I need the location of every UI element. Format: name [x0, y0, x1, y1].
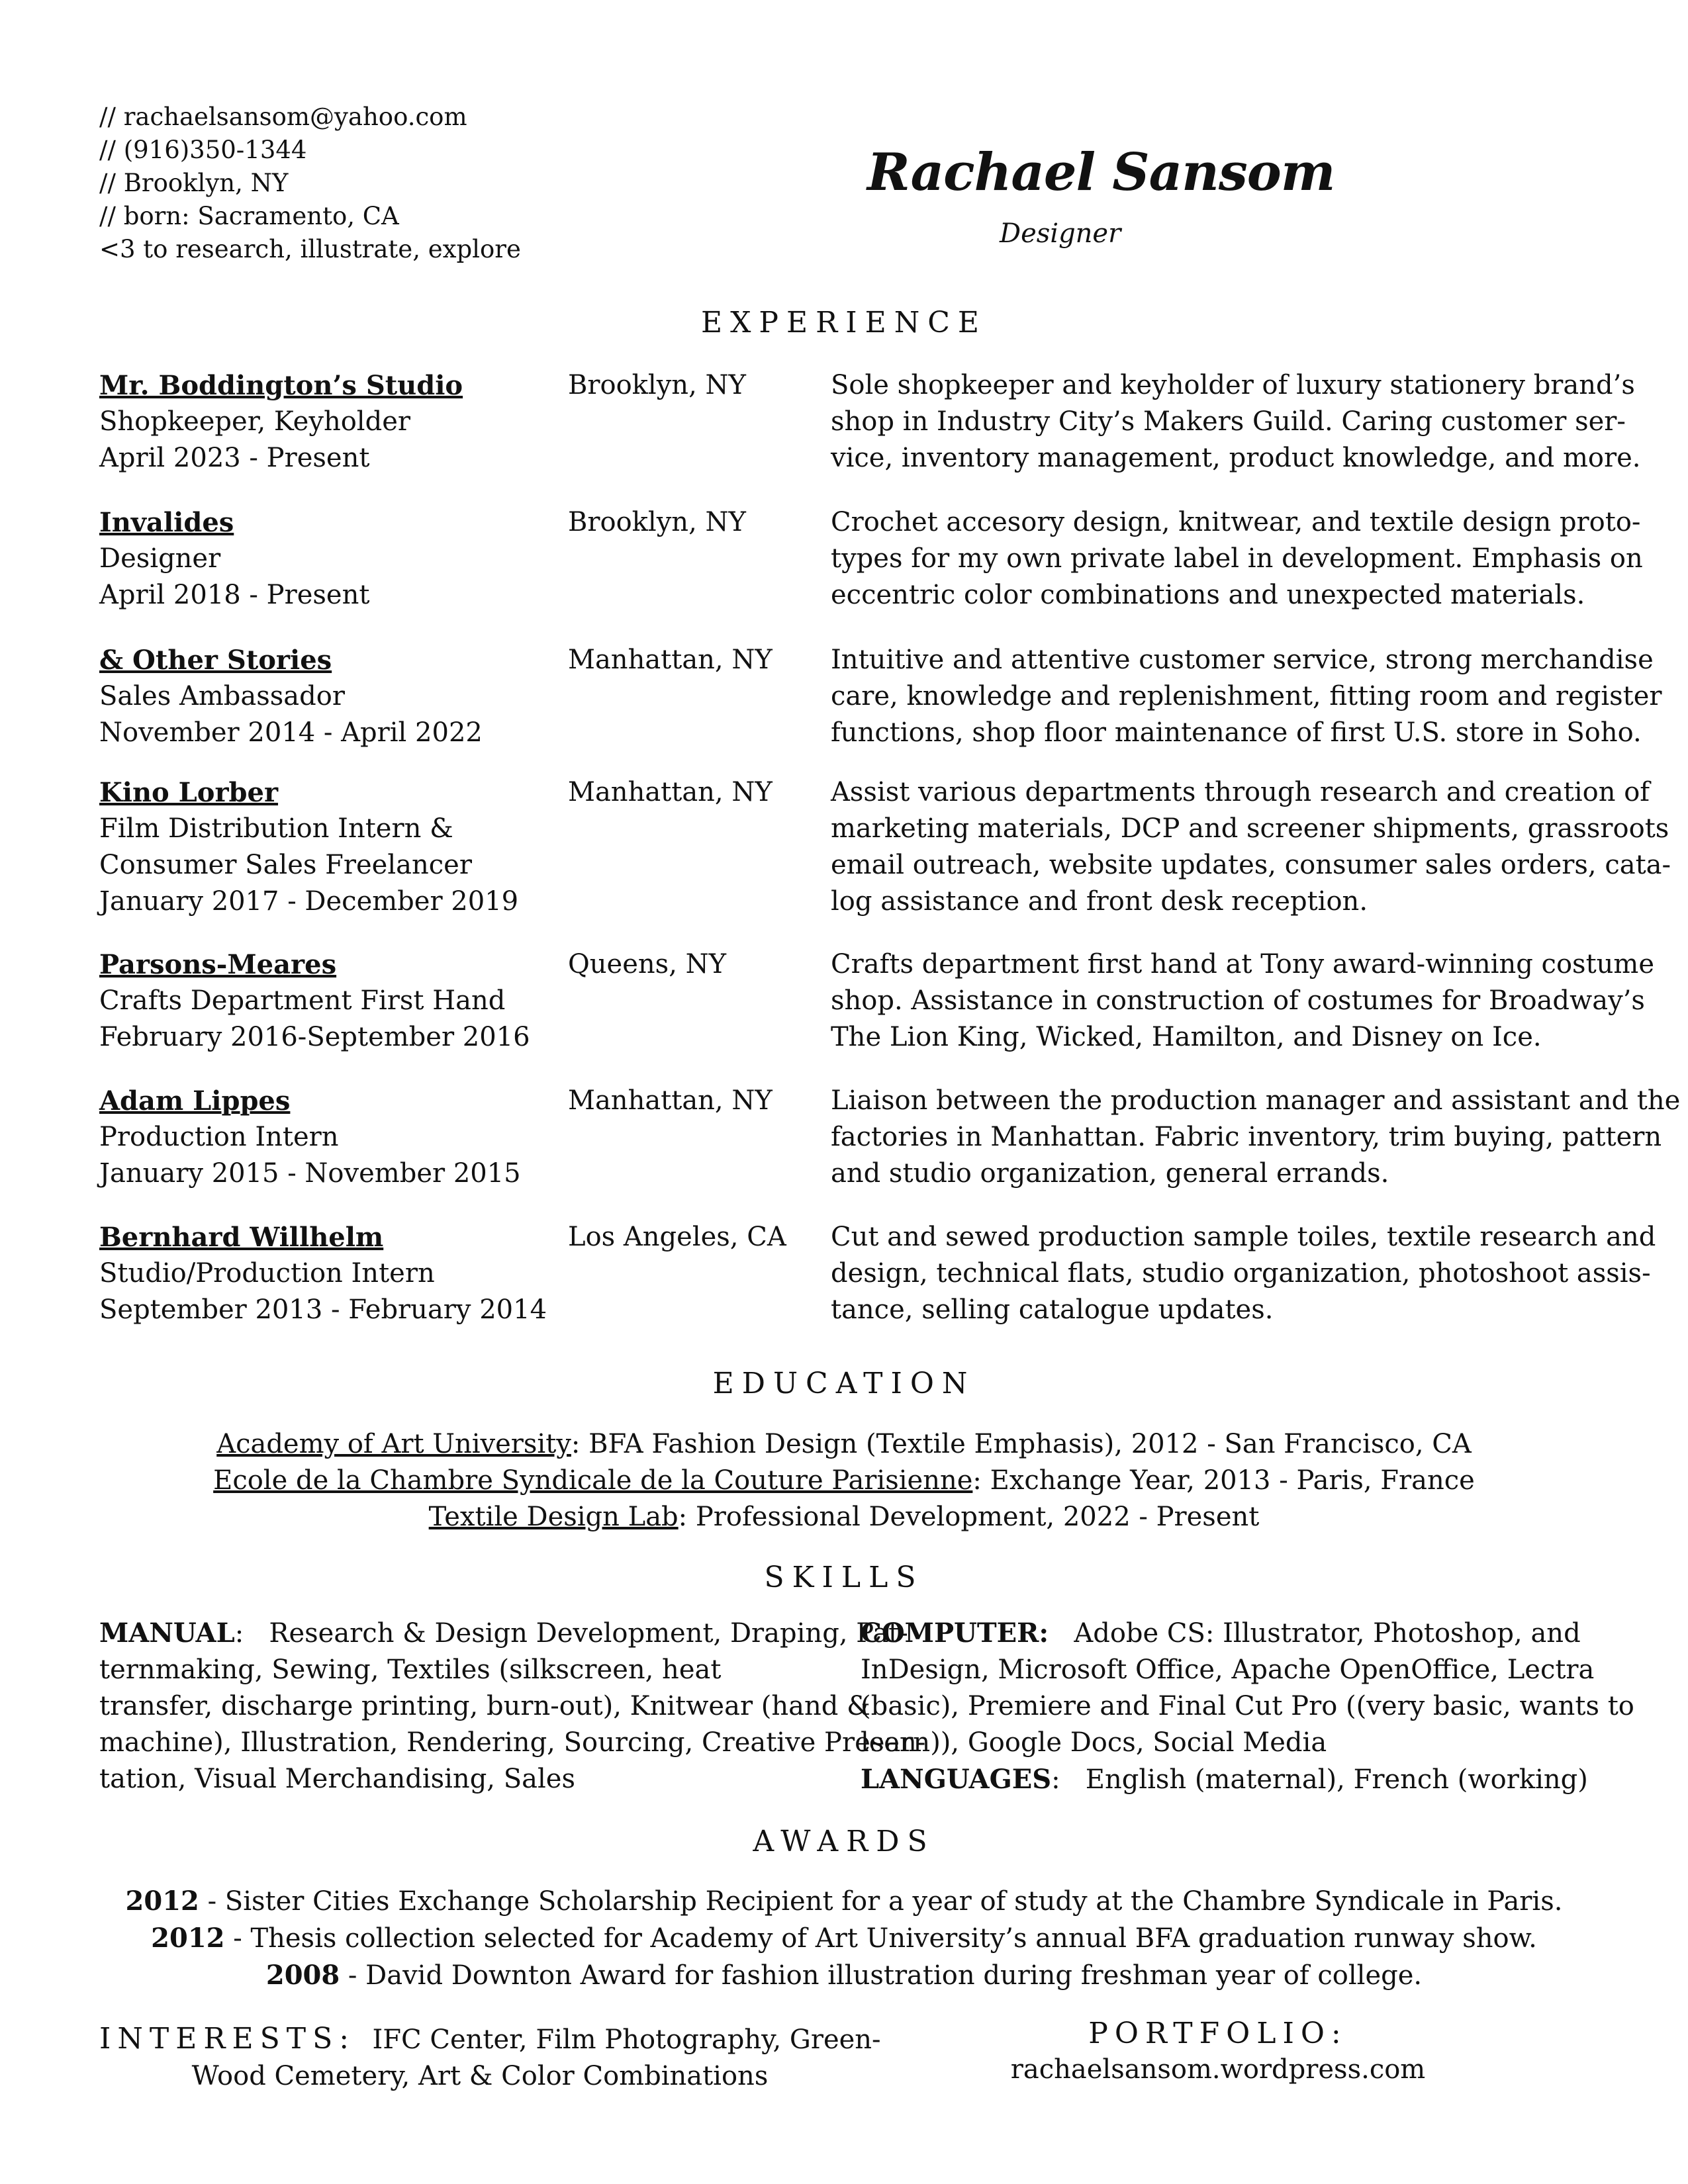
skills-computer-label: COMPUTER: — [861, 1617, 1049, 1649]
job-company: Mr. Boddington’s Studio — [99, 370, 463, 401]
job-location: Los Angeles, CA — [568, 1222, 786, 1252]
school-name: Academy of Art University — [216, 1429, 571, 1459]
job-company: Adam Lippes — [99, 1085, 291, 1116]
education-item: Ecole de la Chambre Syndicale de la Couture Parisienne: Exchange Year, 2013 - Paris, France — [213, 1465, 1475, 1496]
job-description: Liaison between the production manager and assistant and the factories in Manhattan. Fabric inventory, trim buying, pattern and studio organization, general errands. — [831, 1085, 1681, 1189]
job-location: Brooklyn, NY — [568, 507, 746, 537]
portfolio-block — [980, 2015, 1456, 2088]
portfolio-label: PORTFOLIO: — [1088, 2017, 1348, 2050]
job-dates: April 2023 - Present — [99, 443, 370, 473]
job-description: Assist various departments through research and creation of marketing materials, DCP and screener shipments, grassroots email outreach, website updates, consumer sales orders, cata- log assistance and front desk reception. — [831, 777, 1671, 917]
skills-manual-label: MANUAL — [99, 1617, 235, 1649]
awards-list — [0, 1883, 1688, 1994]
school-name: Ecole de la Chambre Syndicale de la Couture Parisienne — [213, 1465, 973, 1496]
job-role: Production Intern — [99, 1122, 339, 1152]
interests-block: INTERESTS: IFC Center, Film Photography, Green- Wood Cemetery, Art & Color Combinations — [99, 2022, 881, 2091]
job-dates: September 2013 - February 2014 — [99, 1295, 547, 1325]
awards-heading: AWARDS — [753, 1825, 935, 1858]
resume-name: Rachael Sansom — [867, 142, 1335, 203]
award-item: 2012 - Sister Cities Exchange Scholarship Recipient for a year of study at the Chambre Syndicale in Paris. — [125, 1886, 1563, 1917]
job-description: Sole shopkeeper and keyholder of luxury stationery brand’s shop in Industry City’s Makers Guild. Caring customer ser- vice, inventory management, product knowledge, and more. — [831, 370, 1641, 473]
award-item: 2008 - David Downton Award for fashion illustration during freshman year of college. — [265, 1960, 1423, 1991]
job-description: Crafts department first hand at Tony award-winning costume shop. Assistance in construction of costumes for Broadway’s The Lion King, Wicked, Hamilton, and Disney on Ice. — [831, 949, 1655, 1052]
job-role: Film Distribution Intern & — [99, 813, 453, 844]
skills-computer: COMPUTER: Adobe CS: Illustrator, Photoshop, and InDesign, Microsoft Office, Apache OpenOffice, Lectra (basic), Premiere and Final Cut Pro ((very basic, wants to learn)), Google Docs, Social Media LANGUAGES: English (maternal), French (working) — [861, 1615, 1602, 1798]
contact-block — [99, 101, 521, 266]
job-location: Brooklyn, NY — [568, 370, 746, 400]
contact-location: // Brooklyn, NY — [99, 169, 289, 197]
job-dates: January 2015 - November 2015 — [99, 1158, 521, 1189]
education-item: Academy of Art University: BFA Fashion Design (Textile Emphasis), 2012 - San Francisco, CA — [216, 1429, 1472, 1459]
job-location: Manhattan, NY — [568, 645, 773, 675]
education-list — [0, 1426, 1688, 1535]
job-dates: November 2014 - April 2022 — [99, 717, 483, 748]
award-item: 2012 - Thesis collection selected for Academy of Art University’s annual BFA graduation runway show. — [151, 1923, 1537, 1954]
job-company: & Other Stories — [99, 645, 332, 676]
skills-languages: LANGUAGES: English (maternal), French (working) — [861, 1764, 1588, 1795]
portfolio-link[interactable]: rachaelsansom.wordpress.com — [1010, 2054, 1426, 2085]
award-year: 2012 — [125, 1886, 199, 1917]
skills-heading: SKILLS — [764, 1561, 924, 1594]
job-company: Invalides — [99, 507, 234, 538]
job-role: Crafts Department First Hand — [99, 985, 506, 1016]
job-role: Consumer Sales Freelancer — [99, 850, 472, 880]
job-company: Parsons-Meares — [99, 949, 337, 980]
skills-manual: MANUAL: Research & Design Development, Draping, Pat- ternmaking, Sewing, Textiles (silkscreen, heat transfer, discharge printing, burn-out), Knitwear (hand & machine), Illustration, Rendering, Sourcing, Creative Presen- tation, Visual Merchandising, Sales — [99, 1617, 926, 1794]
interests-label: INTERESTS: — [99, 2022, 356, 2056]
contact-birthplace: // born: Sacramento, CA — [99, 202, 399, 230]
job-dates: April 2018 - Present — [99, 580, 370, 610]
job-location: Manhattan, NY — [568, 777, 773, 807]
job-dates: January 2017 - December 2019 — [99, 886, 519, 917]
job-location: Queens, NY — [568, 949, 727, 979]
job-role: Studio/Production Intern — [99, 1258, 435, 1289]
contact-email[interactable]: // rachaelsansom@yahoo.com — [99, 103, 467, 131]
award-year: 2008 — [265, 1960, 340, 1991]
job-company: Kino Lorber — [99, 777, 279, 808]
contact-phone[interactable]: // (916)350-1344 — [99, 136, 307, 164]
education-item: Textile Design Lab: Professional Development, 2022 - Present — [428, 1502, 1260, 1532]
job-role: Shopkeeper, Keyholder — [99, 406, 410, 437]
education-heading: EDUCATION — [712, 1367, 976, 1400]
job-role: Designer — [99, 543, 221, 574]
job-description: Intuitive and attentive customer service, strong merchandise care, knowledge and replenishment, fitting room and register functions, shop floor maintenance of first U.S. store in Soho. — [831, 645, 1662, 748]
school-name: Textile Design Lab — [428, 1502, 679, 1532]
contact-tagline: <3 to research, illustrate, explore — [99, 235, 521, 263]
experience-heading: EXPERIENCE — [700, 306, 988, 340]
resume-title: Designer — [1000, 218, 1121, 249]
job-location: Manhattan, NY — [568, 1085, 773, 1116]
skills-languages-label: LANGUAGES — [861, 1764, 1052, 1795]
award-year: 2012 — [151, 1923, 225, 1954]
job-company: Bernhard Willhelm — [99, 1222, 384, 1253]
job-role: Sales Ambassador — [99, 681, 345, 711]
job-dates: February 2016-September 2016 — [99, 1022, 530, 1052]
job-description: Cut and sewed production sample toiles, textile research and design, technical flats, studio organization, photoshoot assis- tance, selling catalogue updates. — [831, 1222, 1656, 1325]
job-description: Crochet accesory design, knitwear, and textile design proto- types for my own private label in development. Emphasis on eccentric color combinations and unexpected materials. — [831, 507, 1643, 610]
